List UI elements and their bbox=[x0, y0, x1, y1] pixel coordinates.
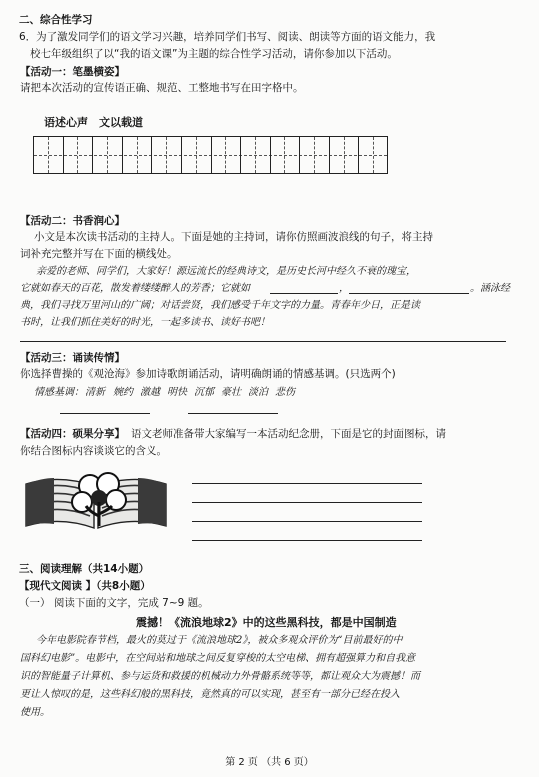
meaning-answer-line-3[interactable] bbox=[192, 521, 422, 522]
grid-guide-line bbox=[137, 137, 138, 173]
grid-cell-border bbox=[122, 137, 123, 173]
question-6-line-2: 校七年级组织了以“我的语文课”为主题的综合性学习活动，请你参加以下活动。 bbox=[30, 48, 398, 60]
meaning-answer-line-2[interactable] bbox=[192, 502, 422, 503]
emotion-answer-blank-2[interactable] bbox=[188, 413, 278, 414]
activity-4-title: 【活动四：硕果分享】 bbox=[20, 428, 125, 440]
host-script-line-2a: 它就如春天的百花，散发着缕缕醉人的芳香；它就如 bbox=[20, 283, 250, 294]
section-title: 三、阅读理解（共14小题） bbox=[19, 563, 150, 575]
grid-guide-line bbox=[166, 137, 167, 173]
page-footer: 第 2 页 （共 6 页） bbox=[225, 757, 314, 768]
host-script-line-4: 书时，让我们抓住美好的时光，一起多读书、读好书吧！ bbox=[20, 317, 270, 328]
meaning-answer-line-4[interactable] bbox=[192, 540, 422, 541]
activity-4-line-2: 你结合图标内容谈谈它的含义。 bbox=[20, 445, 167, 457]
article-paragraph-line: 使用。 bbox=[20, 707, 50, 718]
activity-1-title: 【活动一：笔墨横姿】 bbox=[20, 66, 125, 78]
grid-guide-line bbox=[48, 137, 49, 173]
emotion-option: 激越 bbox=[140, 387, 160, 398]
article-title: 震撼！《流浪地球2》中的这些黑科技，都是中国制造 bbox=[136, 616, 397, 629]
article-paragraph-line: 国科幻电影”。电影中，在空间站和地球之间反复穿梭的太空电梯、拥有超强算力和自我意 bbox=[20, 653, 416, 664]
grid-cell-border bbox=[358, 137, 359, 173]
activity-4-line-1: 语文老师准备带大家编写一本活动纪念册，下面是它的封面图标，请 bbox=[131, 428, 446, 440]
grid-guide-line bbox=[314, 137, 315, 173]
article-paragraph-line: 识的智能量子计算机、参与运货和救援的机械动力外骨骼系统等等，都让观众大为震撼！而 bbox=[20, 671, 420, 682]
emotion-option: 清新 bbox=[85, 387, 105, 398]
grid-cell-border bbox=[151, 137, 152, 173]
grid-guide-line bbox=[344, 137, 345, 173]
host-script-line-2c: 。涵泳经 bbox=[470, 283, 510, 294]
grid-cell-border bbox=[181, 137, 182, 173]
activity-3-question: 你选择曹操的《观沧海》参加诗歌朗诵活动，请明确朗诵的情感基调。(只选两个) bbox=[20, 368, 396, 380]
host-script-line-3: 典，我们寻找万里河山的广阔；对话尝贤，我们感受千年文字的力量。青春年少日，正是读 bbox=[20, 300, 420, 311]
host-script-comma: ， bbox=[339, 283, 349, 294]
emotion-option: 豪壮 bbox=[221, 387, 241, 398]
writing-grid[interactable] bbox=[33, 136, 388, 174]
grid-guide-line bbox=[284, 137, 285, 173]
grid-guide-line bbox=[77, 137, 78, 173]
activity-2-line-1: 小文是本次读书活动的主持人。下面是她的主持词，请你仿照画波浪线的句子，将主持 bbox=[34, 231, 433, 243]
emotion-option: 婉约 bbox=[113, 387, 133, 398]
emotion-label: 情感基调： bbox=[34, 387, 84, 398]
article-paragraph-line: 更让人惊叹的是，这些科幻般的黑科技，竟然真的可以实现，甚至有一部分已经在投入 bbox=[20, 689, 400, 700]
grid-cell-border bbox=[299, 137, 300, 173]
grid-guide-line bbox=[373, 137, 374, 173]
emotion-answer-blank-1[interactable] bbox=[60, 413, 150, 414]
grid-cell-border bbox=[270, 137, 271, 173]
grid-cell-border bbox=[211, 137, 212, 173]
answer-line[interactable] bbox=[20, 341, 506, 342]
grid-cell-border bbox=[329, 137, 330, 173]
grid-guide-line bbox=[225, 137, 226, 173]
grid-guide-line bbox=[196, 137, 197, 173]
modern-reading-title: 【现代文阅读 】（共8小题） bbox=[19, 580, 151, 592]
slogan-text: 语述心声 文以载道 bbox=[44, 116, 143, 129]
activity-2-title: 【活动二：书香润心】 bbox=[20, 215, 125, 227]
activity-2-line-2: 词补充完整并写在下面的横线处。 bbox=[20, 248, 178, 260]
answer-blank-2[interactable] bbox=[349, 293, 469, 294]
grid-cell-border bbox=[240, 137, 241, 173]
emotion-option: 沉郁 bbox=[194, 387, 214, 398]
activity-3-title: 【活动三：诵读传情】 bbox=[20, 352, 125, 364]
emotion-option: 明快 bbox=[167, 387, 187, 398]
meaning-answer-line-1[interactable] bbox=[192, 483, 422, 484]
grid-guide-line bbox=[255, 137, 256, 173]
part-1-instruction: （一） 阅读下面的文字，完成 7~9 题。 bbox=[19, 597, 209, 609]
answer-blank-1[interactable] bbox=[270, 293, 338, 294]
section-title: 二、综合性学习 bbox=[19, 14, 93, 26]
question-6-line-1: 6．为了激发同学们的语文学习兴趣，培养同学们书写、阅读、朗读等方面的语文能力，我 bbox=[19, 31, 436, 43]
emotion-option: 悲伤 bbox=[275, 387, 295, 398]
grid-cell-border bbox=[63, 137, 64, 173]
grid-guide-line bbox=[107, 137, 108, 173]
activity-1-instruction: 请把本次活动的宣传语正确、规范、工整地书写在田字格中。 bbox=[20, 82, 304, 94]
cover-icon bbox=[20, 466, 172, 532]
emotion-option: 淡泊 bbox=[248, 387, 268, 398]
host-script-line-1: 亲爱的老师、同学们，大家好！源远流长的经典诗文，是历史长河中经久不衰的瑰宝， bbox=[36, 266, 416, 277]
grid-cell-border bbox=[92, 137, 93, 173]
article-paragraph-line: 今年电影院春节档，最火的莫过于《流浪地球2》，被众多观众评价为“目前最好的中 bbox=[36, 635, 403, 646]
